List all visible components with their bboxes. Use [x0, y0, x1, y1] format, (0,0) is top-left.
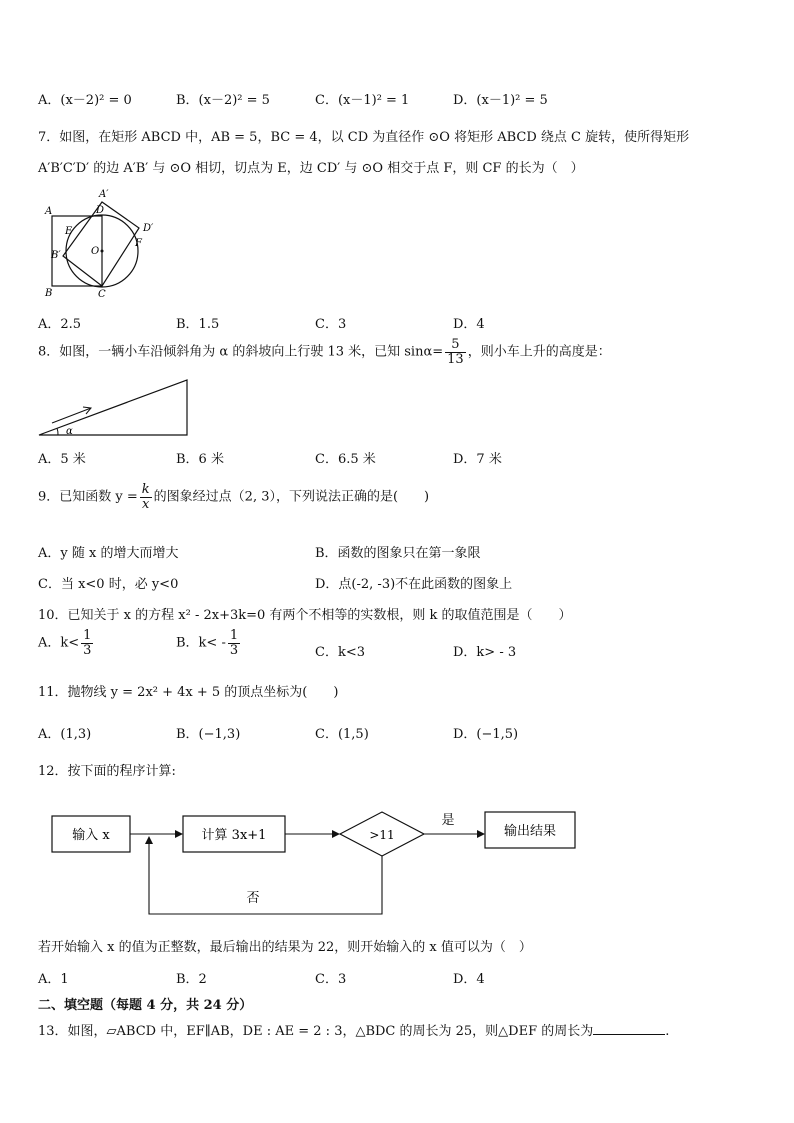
center-dot [101, 250, 104, 253]
car-direction-arrow [52, 408, 91, 423]
flow-loop-head-icon [145, 836, 153, 844]
q10-b-frac-num: 1 [229, 628, 239, 643]
q13-end: . [665, 1024, 670, 1039]
flow-loop-back-line [149, 842, 382, 914]
flow-yes-label: 是 [441, 813, 455, 828]
q10-option-b-fraction [228, 629, 240, 657]
flow-arrow-1-head-icon [175, 830, 183, 838]
q11-option-d: D．(−1,5) [453, 727, 519, 742]
q7-line-1: 7．如图，在矩形 ABCD 中，AB = 5，BC = 4，以 CD 为直径作 ⊙O 将矩形 ABCD 绕点 C 旋转，使所得矩形 [38, 130, 690, 145]
label-a-prime: A′ [99, 189, 109, 200]
q10-option-a [38, 629, 95, 657]
q10-stem: 10．已知关于 x 的方程 x² - 2x+3k=0 有两个不相等的实数根，则 k 的取值范围是（ ） [38, 608, 572, 623]
q9-text-b: 的图象经过点（2, 3），下列说法正确的是( ) [153, 489, 430, 505]
q10-option-a-fraction [81, 629, 93, 657]
label-e: E [65, 226, 73, 237]
q7-option-b: B．1.5 [176, 317, 220, 332]
q6-option-d: D．(x－1)² = 5 [453, 93, 548, 108]
q7-option-c: C．3 [315, 317, 347, 332]
q13-stem [38, 1020, 669, 1039]
label-b: B [45, 288, 53, 299]
flow-compute-label: 计算 3x+1 [201, 828, 267, 843]
q6-option-a: A．(x－2)² = 0 [38, 93, 132, 108]
label-d: D [96, 205, 105, 216]
q8-text-b: ，则小车上升的高度是： [467, 344, 611, 360]
q9-option-b: B．函数的图象只在第一象限 [315, 546, 481, 561]
q8-option-a: A．5 米 [38, 452, 86, 467]
q7-option-a: A．2.5 [38, 317, 82, 332]
flow-output-label: 输出结果 [503, 824, 557, 839]
q9-fraction [140, 483, 152, 511]
q9-option-d: D．点(-2, -3)不在此函数的图象上 [315, 577, 513, 592]
label-o: O [91, 246, 100, 257]
q10-option-b-prefix: B．k< - [176, 635, 226, 651]
q12-question: 若开始输入 x 的值为正整数，最后输出的结果为 22，则开始输入的 x 值可以为（ ） [38, 940, 532, 955]
angle-arc [57, 428, 58, 435]
label-c: C [98, 289, 106, 300]
q10-a-frac-den: 3 [83, 642, 92, 658]
q10-b-frac-den: 3 [229, 642, 239, 658]
q12-option-b: B．2 [176, 972, 207, 987]
slope-triangle [39, 380, 187, 435]
q11-option-c: C．(1,5) [315, 727, 369, 742]
q8-fraction [445, 338, 466, 366]
alpha-label: α [66, 426, 73, 437]
q8-stem [38, 338, 611, 366]
q9-stem [38, 483, 429, 511]
flow-condition-label: >11 [369, 828, 395, 842]
q10-a-frac-num: 1 [83, 628, 92, 643]
q12-option-a: A．1 [38, 972, 69, 987]
answer-blank[interactable] [593, 1022, 665, 1035]
q7-line-2: A′B′C′D′ 的边 A′B′ 与 ⊙O 相切，切点为 E，边 CD′ 与 ⊙O 相交于点 F，则 CF 的长为（ ） [38, 161, 584, 176]
q8-option-c: C．6.5 米 [315, 452, 376, 467]
q10-option-b [176, 629, 242, 657]
q9-frac-den: x [142, 496, 150, 512]
q7-figure [38, 186, 168, 302]
q11-option-a: A．(1,3) [38, 727, 92, 742]
q10-option-c: C．k<3 [315, 645, 365, 660]
q8-frac-num: 5 [445, 338, 466, 353]
q8-option-b: B．6 米 [176, 452, 224, 467]
q8-frac-den: 13 [447, 351, 464, 367]
q11-stem: 11．抛物线 y = 2x² + 4x + 5 的顶点坐标为( ) [38, 685, 339, 700]
q6-option-b: B．(x－2)² = 5 [176, 93, 270, 108]
q7-option-d: D．4 [453, 317, 485, 332]
q12-flowchart [46, 798, 586, 920]
q11-option-b: B．(−1,3) [176, 727, 241, 742]
label-f: F [135, 238, 142, 249]
flow-no-label: 否 [246, 891, 260, 906]
q12-option-d: D．4 [453, 972, 485, 987]
q8-slope-figure [36, 377, 192, 439]
label-b-prime: B′ [51, 250, 61, 261]
q8-option-d: D．7 米 [453, 452, 502, 467]
q8-text-a: 8．如图，一辆小车沿倾斜角为 α 的斜坡向上行驶 13 米，已知 sinα= [38, 344, 444, 360]
q13-text: 13．如图，▱ABCD 中，EF∥AB，DE : AE = 2 : 3，△BDC 的周长为 25，则△DEF 的周长为 [38, 1024, 594, 1039]
q9-text-a: 9．已知函数 y = [38, 489, 138, 505]
q12-option-c: C．3 [315, 972, 347, 987]
q6-option-c: C．(x－1)² = 1 [315, 93, 410, 108]
q10-option-d: D．k> - 3 [453, 645, 517, 660]
flow-arrow-yes-head-icon [477, 830, 485, 838]
section-title: 二、填空题（每题 4 分，共 24 分） [38, 998, 253, 1013]
q12-stem: 12．按下面的程序计算: [38, 764, 176, 779]
q9-frac-num: k [141, 482, 150, 497]
q9-option-a: A．y 随 x 的增大而增大 [38, 546, 179, 561]
flow-input-label: 输入 x [72, 828, 110, 843]
label-d-prime: D′ [143, 223, 154, 234]
q10-option-a-prefix: A．k< [38, 635, 80, 651]
q9-option-c: C．当 x<0 时，必 y<0 [38, 577, 179, 592]
label-a: A [45, 206, 53, 217]
